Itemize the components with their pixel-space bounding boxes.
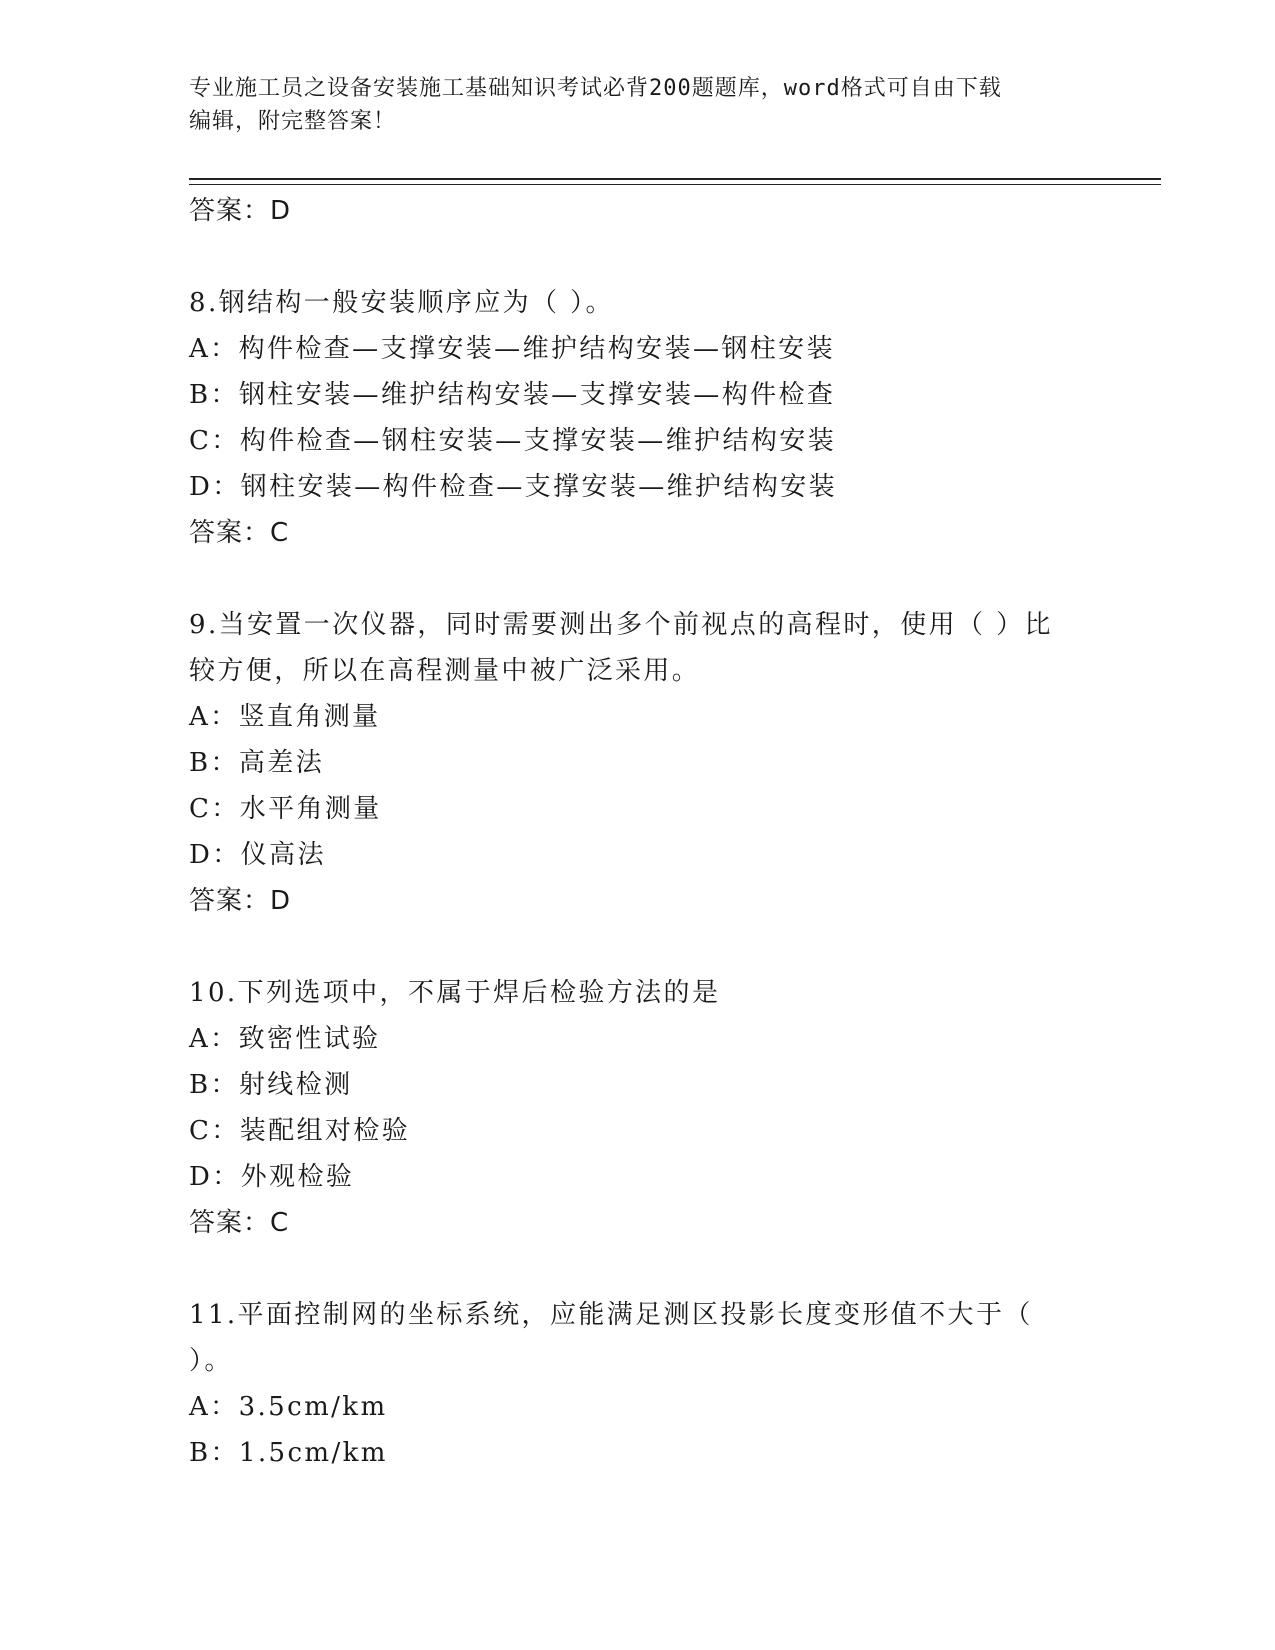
- question-stem: 9.当安置一次仪器，同时需要测出多个前视点的高程时，使用（ ）比: [189, 610, 1053, 640]
- spacer: [189, 234, 1149, 280]
- question-stem: 11.平面控制网的坐标系统，应能满足测区投影长度变形值不大于（: [189, 1300, 1033, 1330]
- previous-answer: 答案：D: [189, 196, 292, 226]
- question-block: [189, 1292, 1149, 1476]
- header-line-1: 专业施工员之设备安装施工基础知识考试必背200题题库，word格式可自由下载: [189, 76, 1002, 101]
- header-line-2: 编辑，附完整答案！: [189, 109, 397, 134]
- option-a: A：3.5cm/km: [189, 1392, 388, 1422]
- answer: 答案：C: [189, 1208, 290, 1238]
- option-c: C：装配组对检验: [189, 1116, 411, 1146]
- question-block: [189, 970, 1149, 1246]
- option-c: C：水平角测量: [189, 794, 382, 824]
- header-rule-thick: [189, 178, 1161, 180]
- option-d: D：外观检验: [189, 1162, 355, 1192]
- option-b: B：射线检测: [189, 1070, 353, 1100]
- header-rule-thin: [189, 184, 1161, 185]
- question-stem-continued: ）。: [189, 1346, 233, 1376]
- spacer: [189, 924, 1149, 970]
- spacer: [189, 1246, 1149, 1292]
- option-a: A：致密性试验: [189, 1024, 381, 1054]
- question-stem: 8.钢结构一般安装顺序应为（ ）。: [189, 288, 614, 318]
- question-block: [189, 602, 1149, 924]
- question-list: [189, 188, 1149, 1476]
- answer: 答案：D: [189, 886, 292, 916]
- question-stem-continued: 较方便，所以在高程测量中被广泛采用。: [189, 656, 701, 686]
- question-block: [189, 280, 1149, 556]
- option-b: B：高差法: [189, 748, 325, 778]
- option-b: B：钢柱安装—维护结构安装—支撑安装—构件检查: [189, 380, 836, 410]
- document-header: [189, 72, 1089, 138]
- option-a: A：竖直角测量: [189, 702, 381, 732]
- question-stem: 10.下列选项中，不属于焊后检验方法的是: [189, 978, 721, 1008]
- option-b: B：1.5cm/km: [189, 1438, 388, 1468]
- option-c: C：构件检查—钢柱安装—支撑安装—维护结构安装: [189, 426, 837, 456]
- option-d: D：仪高法: [189, 840, 326, 870]
- option-a: A：构件检查—支撑安装—维护结构安装—钢柱安装: [189, 334, 835, 364]
- answer: 答案：C: [189, 518, 290, 548]
- option-d: D：钢柱安装—构件检查—支撑安装—维护结构安装: [189, 472, 838, 502]
- spacer: [189, 556, 1149, 602]
